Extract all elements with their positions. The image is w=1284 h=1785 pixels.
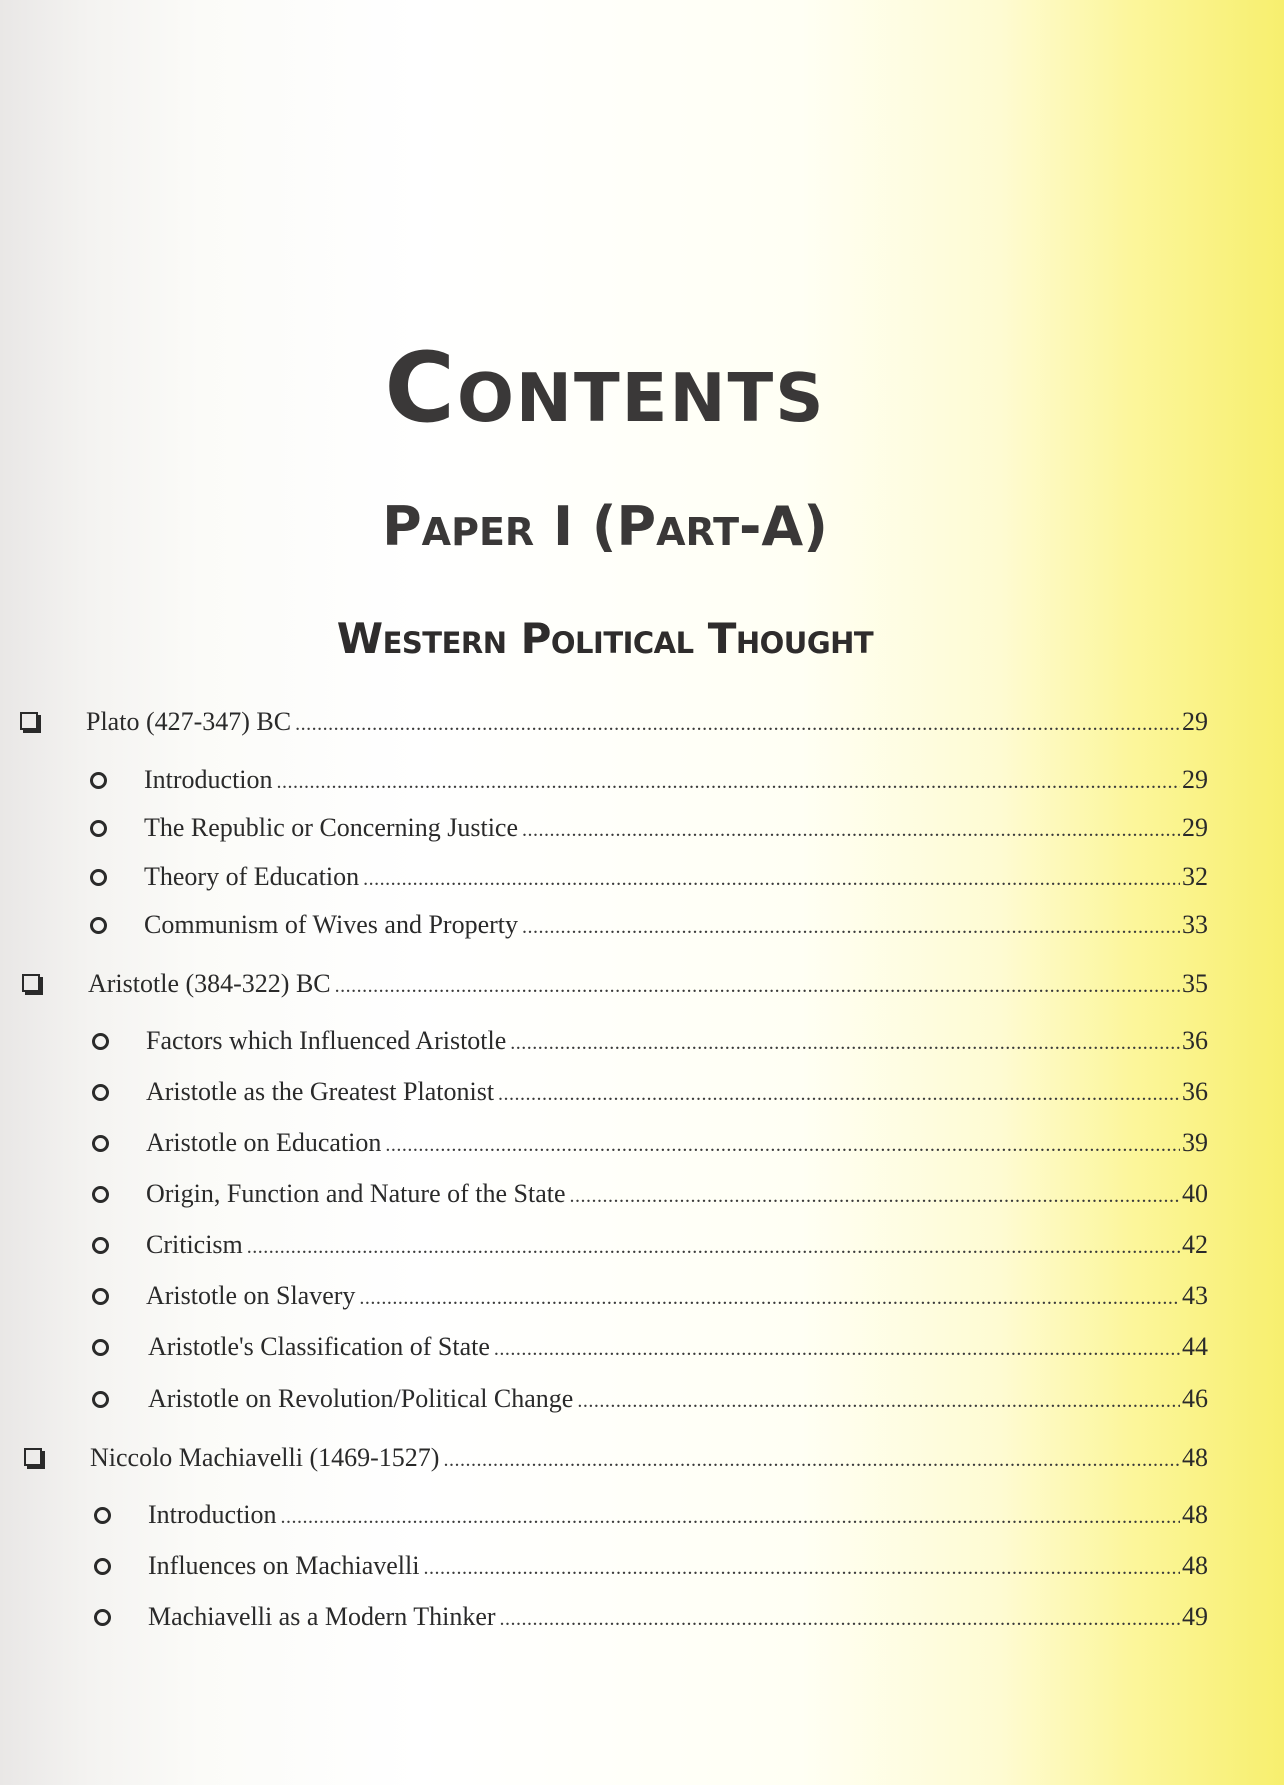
- toc-entry: [148, 1495, 1208, 1537]
- dot-leader: [277, 762, 1180, 802]
- dot-leader: [522, 907, 1180, 947]
- toc-entry-label: Machiavelli as a Modern Thinker: [148, 1602, 496, 1631]
- toc-entry: [90, 1438, 1208, 1480]
- toc-item[interactable]: [0, 905, 1284, 945]
- toc-entry: [144, 808, 1208, 850]
- square-bullet-icon: [24, 1448, 42, 1466]
- toc-entry-label: Aristotle (384-322) BC: [88, 969, 331, 998]
- toc-entry-label: Aristotle's Classification of State: [148, 1332, 490, 1361]
- toc-entry-label: Factors which Influenced Aristotle: [146, 1026, 507, 1055]
- toc-chapter-machiavelli[interactable]: [0, 1438, 1284, 1478]
- toc-entry-label: The Republic or Concerning Justice: [144, 813, 519, 842]
- toc-page-number: 29: [1182, 765, 1208, 794]
- toc-entry-label: Theory of Education: [144, 862, 360, 891]
- toc-entry: [148, 1379, 1208, 1421]
- toc-entry: [146, 1021, 1208, 1063]
- toc-page-number: 42: [1182, 1230, 1208, 1259]
- toc-entry-label: Introduction: [144, 765, 273, 794]
- square-bullet-icon: [20, 712, 38, 730]
- circle-bullet-icon: [92, 1033, 109, 1050]
- toc-chapter-aristotle[interactable]: [0, 964, 1284, 1004]
- dot-leader: [494, 1329, 1180, 1369]
- toc-entry: [148, 1327, 1208, 1369]
- dot-leader: [359, 1278, 1180, 1318]
- toc-page-number: 36: [1182, 1077, 1208, 1106]
- toc-entry-label: Communism of Wives and Property: [144, 910, 519, 939]
- toc-page-number: 44: [1182, 1332, 1208, 1361]
- toc-entry: [148, 1597, 1208, 1639]
- circle-bullet-icon: [92, 1084, 109, 1101]
- dot-leader: [423, 1548, 1180, 1588]
- dot-leader: [500, 1599, 1180, 1639]
- toc-item[interactable]: [0, 808, 1284, 848]
- dot-leader: [570, 1176, 1180, 1216]
- circle-bullet-icon: [92, 1237, 109, 1254]
- paper-subtitle: Paper I (Part-A): [382, 495, 828, 558]
- circle-bullet-icon: [92, 1288, 109, 1305]
- toc-item[interactable]: [0, 1546, 1284, 1586]
- toc-page-number: 35: [1182, 969, 1208, 998]
- dot-leader: [247, 1227, 1180, 1267]
- toc-chapter-plato[interactable]: [0, 702, 1284, 742]
- toc-entry-label: Aristotle on Education: [146, 1128, 382, 1157]
- toc-entry-label: Origin, Function and Nature of the State: [146, 1179, 566, 1208]
- dot-leader: [363, 859, 1180, 899]
- toc-item[interactable]: [0, 1123, 1284, 1163]
- dot-leader: [522, 810, 1180, 850]
- toc-item[interactable]: [0, 1379, 1284, 1419]
- toc-entry-label: Niccolo Machiavelli (1469-1527): [90, 1443, 440, 1472]
- toc-page-number: 46: [1182, 1384, 1208, 1413]
- toc-item[interactable]: [0, 1225, 1284, 1265]
- toc-entry-label: Aristotle on Slavery: [146, 1281, 356, 1310]
- toc-item[interactable]: [0, 1021, 1284, 1061]
- toc-entry-label: Criticism: [146, 1230, 243, 1259]
- circle-bullet-icon: [94, 1507, 111, 1524]
- circle-bullet-icon: [90, 772, 107, 789]
- circle-bullet-icon: [90, 869, 107, 886]
- toc-page-number: 48: [1182, 1551, 1208, 1580]
- toc-entry: [146, 1072, 1208, 1114]
- circle-bullet-icon: [92, 1339, 109, 1356]
- toc-page-number: 49: [1182, 1602, 1208, 1631]
- toc-item[interactable]: [0, 1495, 1284, 1535]
- toc-page-number: 29: [1182, 707, 1208, 736]
- circle-bullet-icon: [92, 1186, 109, 1203]
- toc-entry-label: Aristotle on Revolution/Political Change: [148, 1384, 574, 1413]
- dot-leader: [577, 1381, 1180, 1421]
- circle-bullet-icon: [94, 1609, 111, 1626]
- dot-leader: [443, 1440, 1180, 1480]
- toc-page-number: 32: [1182, 862, 1208, 891]
- circle-bullet-icon: [90, 917, 107, 934]
- toc-page-number: 43: [1182, 1281, 1208, 1310]
- toc-item[interactable]: [0, 1174, 1284, 1214]
- toc-page-number: 39: [1182, 1128, 1208, 1157]
- toc-entry: [146, 1123, 1208, 1165]
- dot-leader: [498, 1074, 1180, 1114]
- toc-entry: [144, 857, 1208, 899]
- page-title: Contents: [384, 332, 826, 444]
- toc-entry: [146, 1174, 1208, 1216]
- toc-entry: [88, 964, 1208, 1006]
- dot-leader: [510, 1023, 1180, 1063]
- toc-entry-label: Plato (427-347) BC: [86, 707, 292, 736]
- toc-item[interactable]: [0, 1597, 1284, 1637]
- toc-item[interactable]: [0, 1072, 1284, 1112]
- toc-entry-label: Introduction: [148, 1500, 277, 1529]
- toc-page-number: 40: [1182, 1179, 1208, 1208]
- toc-item[interactable]: [0, 1327, 1284, 1367]
- toc-entry: [146, 1225, 1208, 1267]
- toc-entry: [144, 760, 1208, 802]
- circle-bullet-icon: [90, 820, 107, 837]
- toc-entry: [146, 1276, 1208, 1318]
- toc-item[interactable]: [0, 1276, 1284, 1316]
- dot-leader: [385, 1125, 1180, 1165]
- toc-page-number: 48: [1182, 1500, 1208, 1529]
- toc-item[interactable]: [0, 857, 1284, 897]
- toc-item[interactable]: [0, 760, 1284, 800]
- toc-page-number: 36: [1182, 1026, 1208, 1055]
- circle-bullet-icon: [92, 1391, 109, 1408]
- toc-page-number: 29: [1182, 813, 1208, 842]
- toc-entry: [144, 905, 1208, 947]
- dot-leader: [281, 1497, 1180, 1537]
- toc-page-number: 48: [1182, 1443, 1208, 1472]
- section-heading: Western Political Thought: [336, 614, 874, 663]
- square-bullet-icon: [22, 974, 40, 992]
- toc-entry-label: Aristotle as the Greatest Platonist: [146, 1077, 495, 1106]
- circle-bullet-icon: [92, 1135, 109, 1152]
- toc-entry-label: Influences on Machiavelli: [148, 1551, 420, 1580]
- toc-entry: [148, 1546, 1208, 1588]
- dot-leader: [335, 966, 1180, 1006]
- toc-page-number: 33: [1182, 910, 1208, 939]
- circle-bullet-icon: [94, 1558, 111, 1575]
- toc-entry: [86, 702, 1208, 744]
- dot-leader: [295, 704, 1180, 744]
